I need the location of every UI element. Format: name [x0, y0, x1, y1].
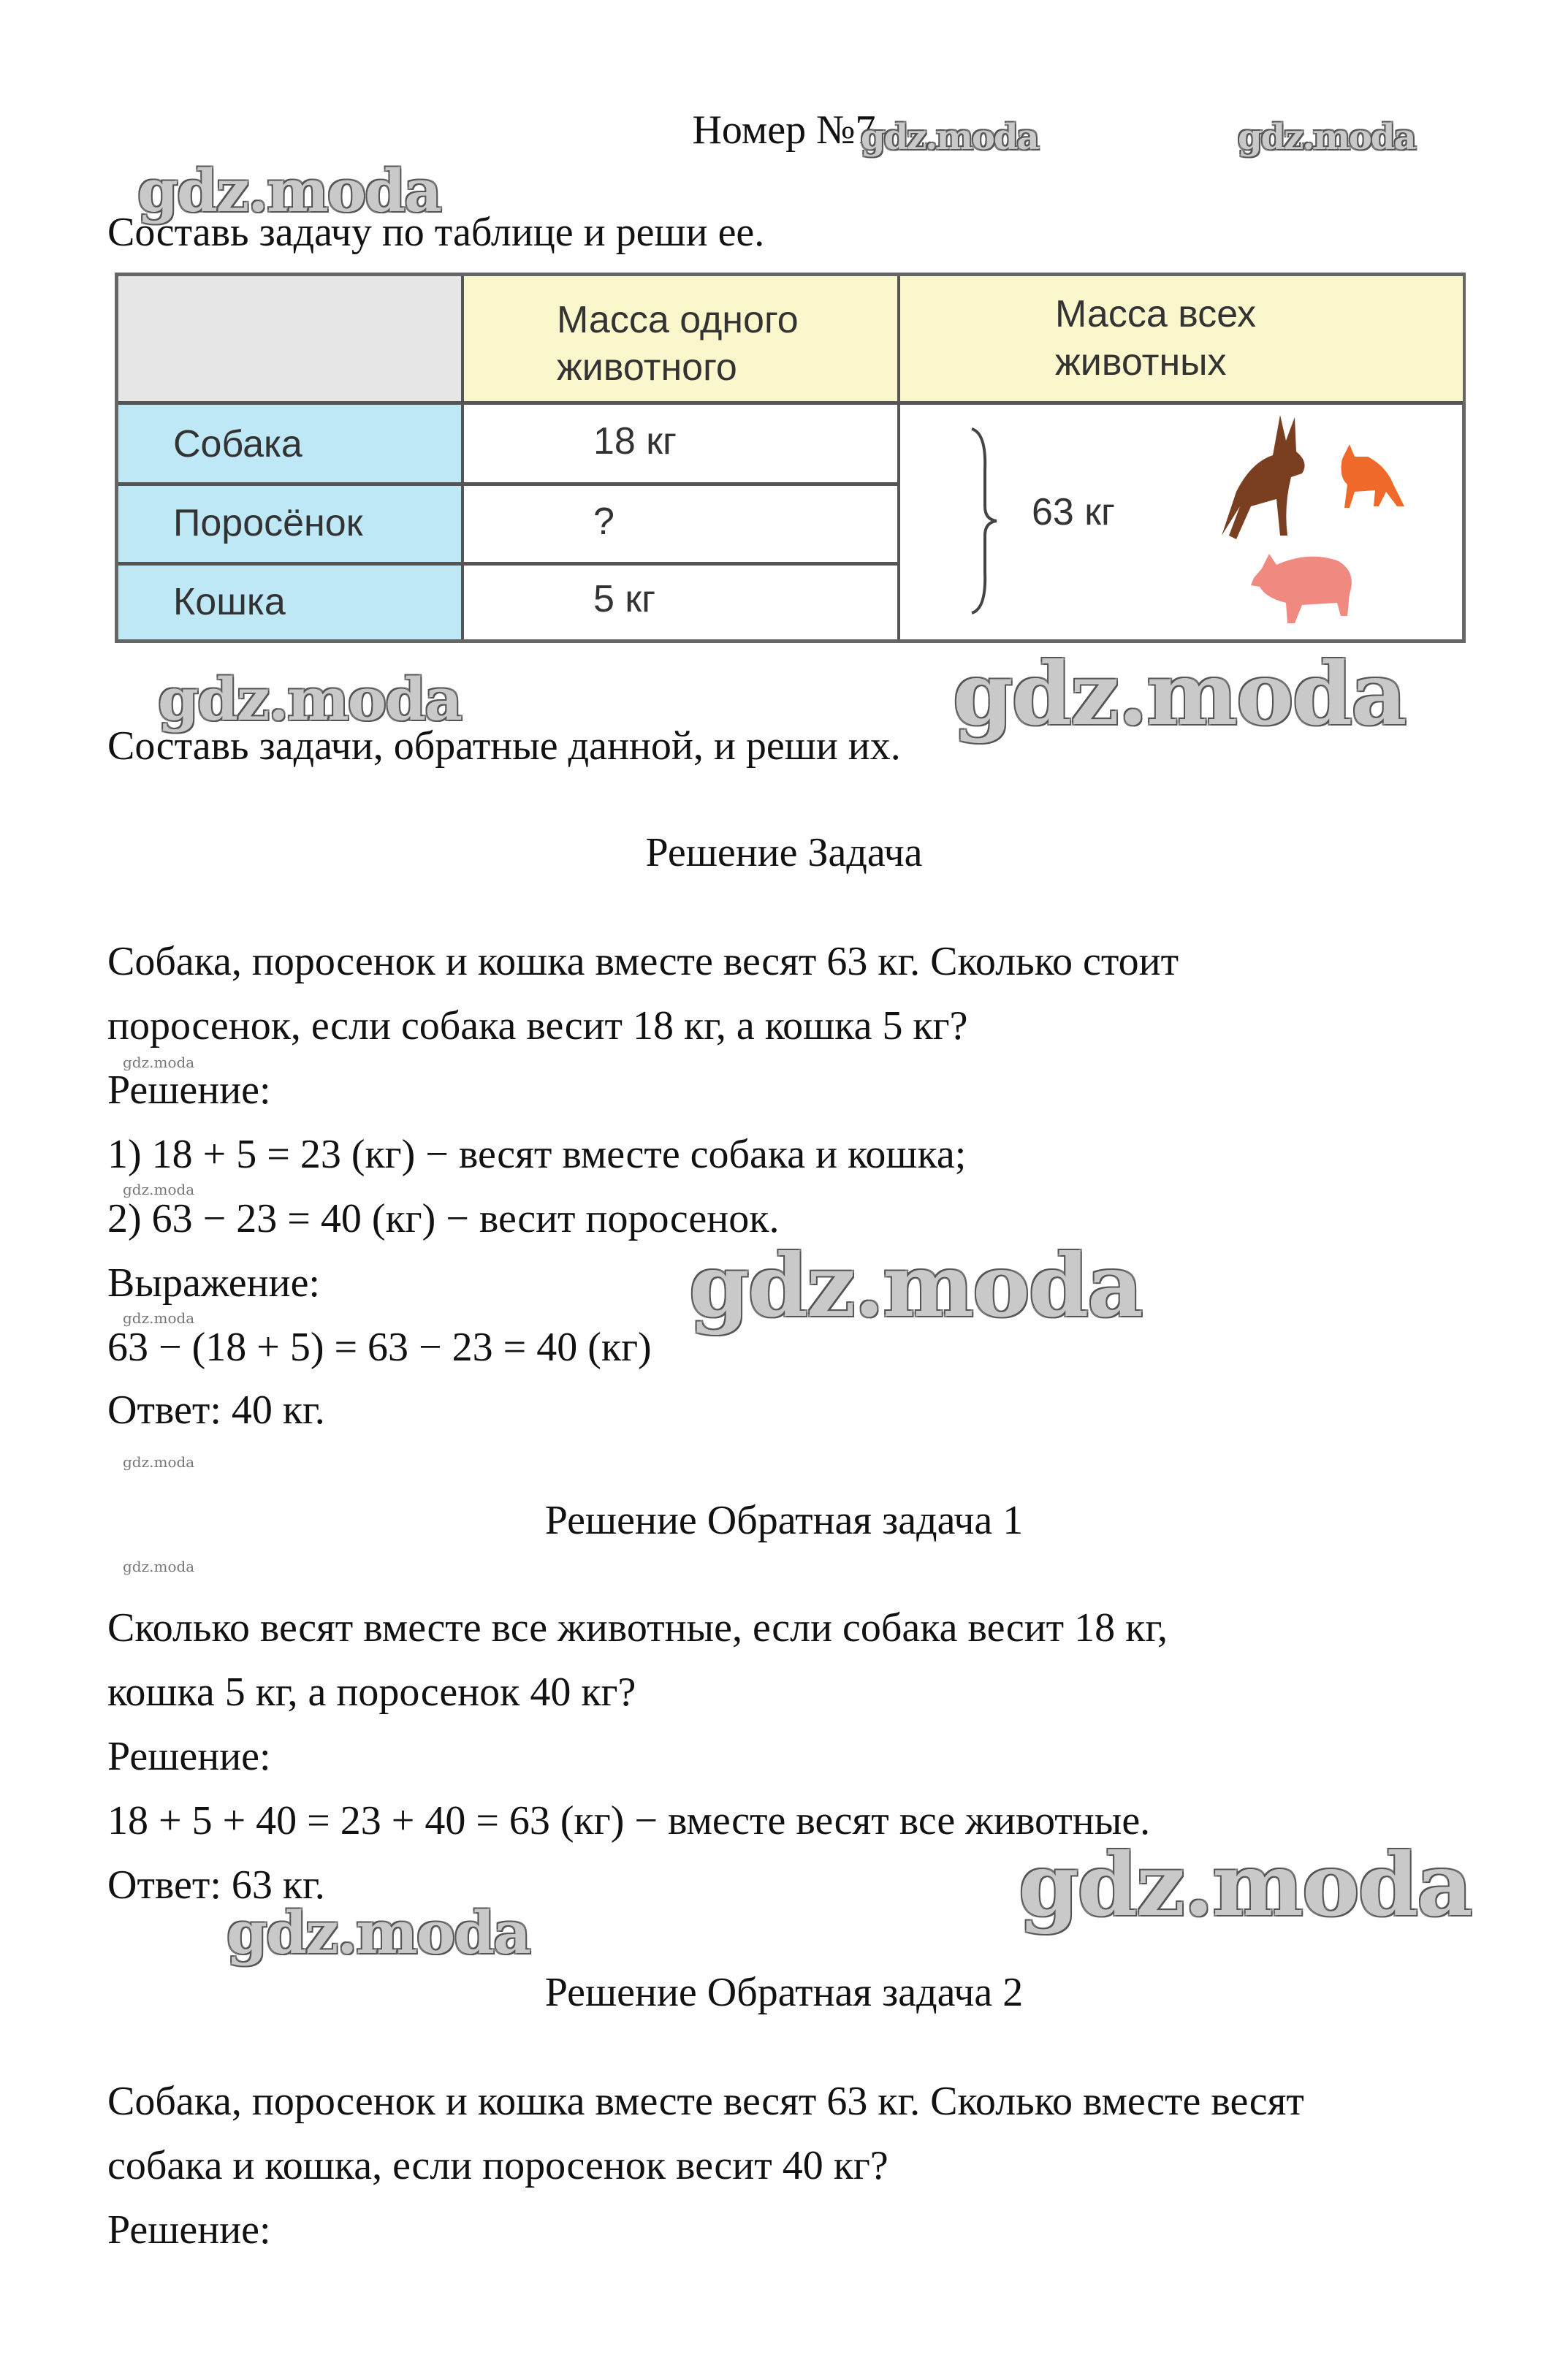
solution-line: 18 + 5 + 40 = 23 + 40 = 63 (кг) − вместе весят все животные. — [107, 1798, 1151, 1843]
divider — [118, 401, 1463, 405]
cat-icon — [1341, 444, 1404, 508]
solution-line: 1) 18 + 5 = 23 (кг) − весят вместе собака и кошка; — [107, 1132, 967, 1177]
watermark: gdz.moda — [123, 1309, 195, 1327]
solution-title: Решение Обратная задача 2 — [544, 1970, 1024, 2015]
watermark: gdz.moda — [1019, 1834, 1472, 1935]
solution-line: 2) 63 − 23 = 40 (кг) − весит поросенок. — [107, 1196, 780, 1241]
divider — [118, 482, 899, 486]
divider — [118, 562, 899, 566]
solution-title: Решение Задача — [645, 830, 923, 875]
solution-line: 63 − (18 + 5) = 63 − 23 = 40 (кг) — [107, 1325, 652, 1370]
task-instruction: Составь задачу по таблице и реши ее. — [107, 210, 765, 255]
solution-line: Собака, поросенок и кошка вместе весят 63 кг. Сколько стоит — [107, 939, 1179, 984]
solution-line: Решение: — [107, 1734, 271, 1779]
watermark: gdz.moda — [137, 156, 441, 225]
solution-line: поросенок, если собака весит 18 кг, а кошка 5 кг? — [107, 1003, 968, 1048]
solution-line: Собака, поросенок и кошка вместе весят 63 кг. Сколько вместе весят — [107, 2079, 1304, 2124]
solution-line: кошка 5 кг, а поросенок 40 кг? — [107, 1670, 636, 1715]
solution-line: Решение: — [107, 1067, 271, 1113]
dog-icon — [1222, 415, 1305, 539]
header-mass-all-line1: Масса всех — [1055, 293, 1257, 335]
divider — [897, 276, 900, 639]
solution-line: Ответ: 63 кг. — [107, 1862, 325, 1908]
watermark: gdz.moda — [123, 1054, 195, 1071]
watermark: gdz.moda — [158, 665, 461, 734]
table-corner-cell — [118, 276, 463, 403]
solution-line: собака и кошка, если поросенок весит 40 кг? — [107, 2143, 888, 2188]
row-label-piglet: Поросёнок — [173, 502, 363, 544]
header-mass-all-line2: животных — [1055, 341, 1227, 384]
watermark: gdz.moda — [123, 1558, 195, 1575]
page-title: Номер №7 — [692, 107, 876, 153]
pig-icon — [1251, 554, 1352, 623]
mass-piglet: ? — [593, 500, 614, 543]
watermark: gdz.moda — [861, 117, 1038, 158]
watermark: gdz.moda — [123, 1453, 195, 1471]
watermark: gdz.moda — [227, 1898, 530, 1967]
row-label-dog: Собака — [173, 423, 302, 465]
solution-title: Решение Обратная задача 1 — [544, 1498, 1024, 1543]
watermark: gdz.moda — [953, 643, 1406, 745]
solution-line: Сколько весят вместе все животные, если собака весит 18 кг, — [107, 1605, 1168, 1651]
watermark: gdz.moda — [1238, 117, 1415, 158]
header-mass-one-line1: Масса одного — [557, 299, 799, 341]
watermark: gdz.moda — [689, 1235, 1142, 1336]
solution-line: Выражение: — [107, 1260, 320, 1306]
mass-dog: 18 кг — [593, 420, 677, 463]
data-table — [115, 273, 1466, 643]
total-mass: 63 кг — [1032, 491, 1116, 533]
task-instruction-2: Составь задачи, обратные данной, и реши их. — [107, 723, 901, 769]
mass-cat: 5 кг — [593, 578, 656, 620]
row-label-cat: Кошка — [173, 581, 286, 623]
animals-illustration — [1192, 411, 1441, 631]
divider — [461, 276, 464, 639]
watermark: gdz.moda — [123, 1181, 195, 1198]
brace-icon — [966, 426, 1002, 616]
solution-line: Ответ: 40 кг. — [107, 1388, 325, 1433]
solution-line: Решение: — [107, 2207, 271, 2253]
header-mass-one-line2: животного — [557, 346, 737, 389]
